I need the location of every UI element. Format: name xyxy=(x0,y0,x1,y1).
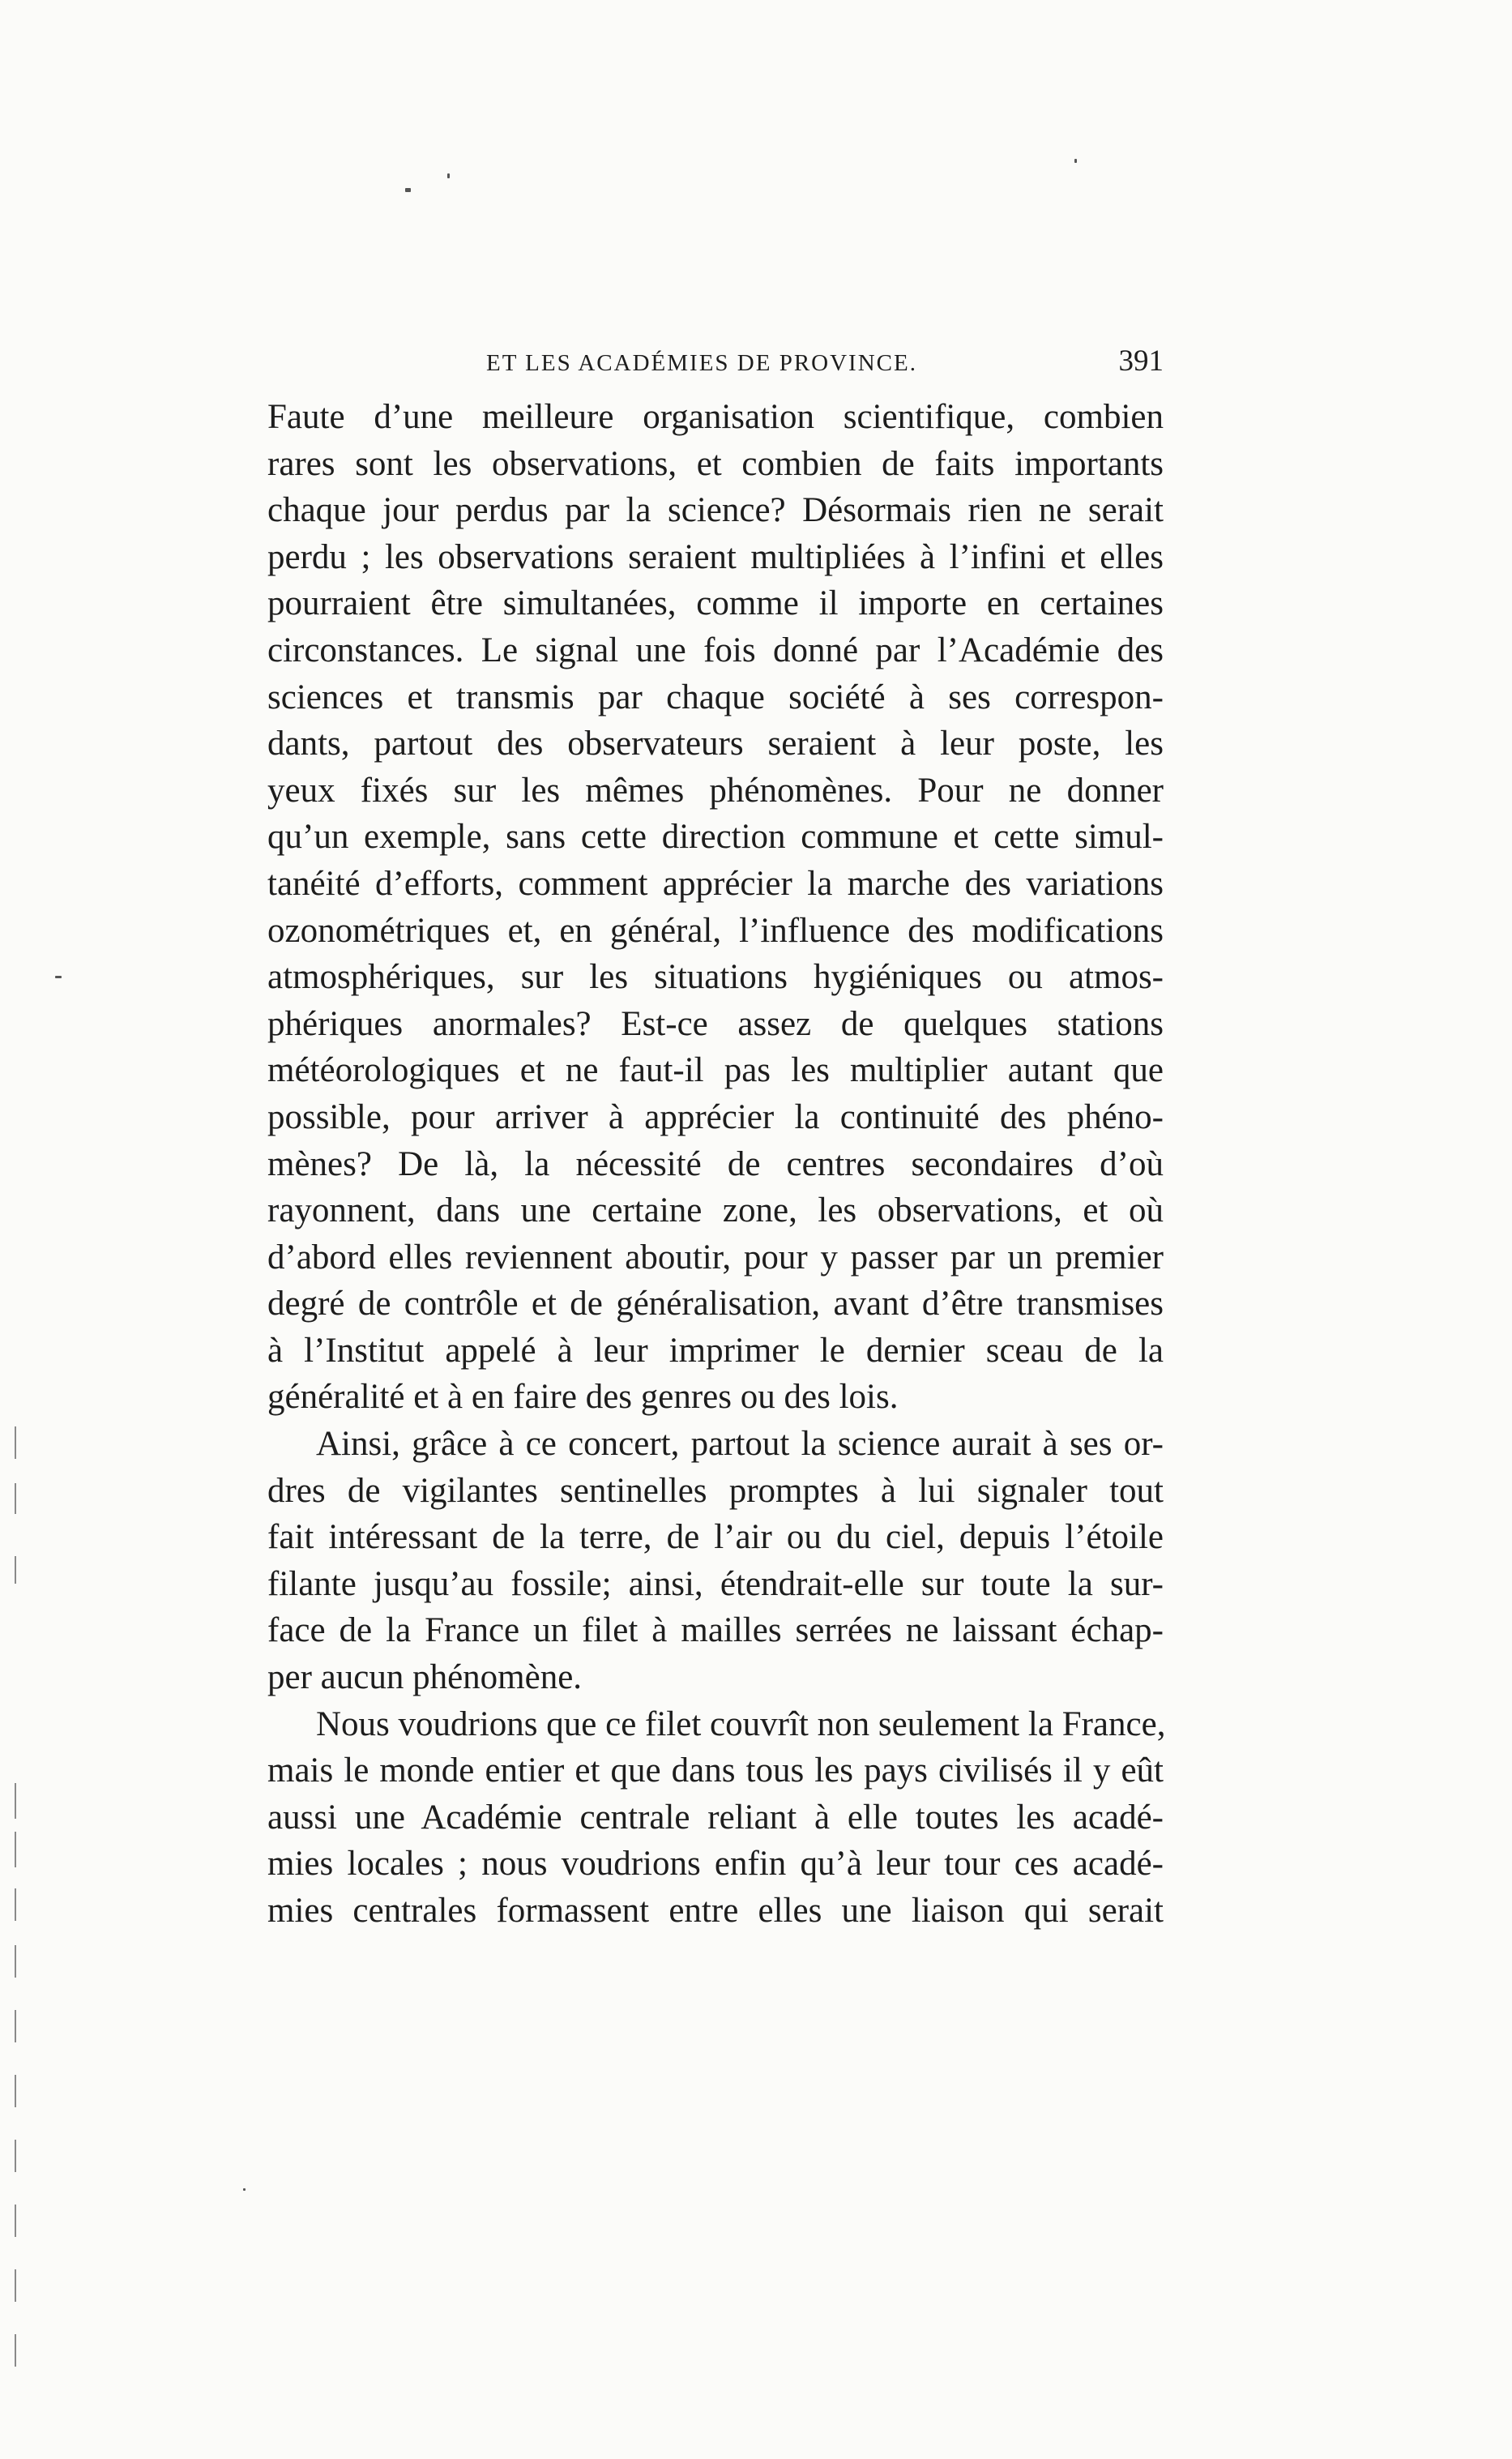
margin-rule xyxy=(15,1783,16,1819)
text-line: sciences et transmis par chaque société à ses correspon- xyxy=(267,678,1164,716)
page-number: 391 xyxy=(1118,344,1164,378)
text-line: per aucun phénomène. xyxy=(267,1658,583,1697)
text-line: atmosphériques, sur les situations hygiéniques ou atmos- xyxy=(267,958,1164,997)
text-line: rayonnent, dans une certaine zone, les observations, et où xyxy=(267,1191,1164,1230)
scan-speck xyxy=(447,173,450,178)
text-line: mènes? De là, la nécessité de centres secondaires d’où xyxy=(267,1144,1164,1183)
running-head xyxy=(267,344,1164,392)
text-line: perdu ; les observations seraient multipliées à l’infini et elles xyxy=(267,537,1164,576)
scan-speck xyxy=(405,188,411,192)
text-line: Nous voudrions que ce filet couvrît non seulement la France, xyxy=(316,1704,1166,1743)
text-line: Ainsi, grâce à ce concert, partout la science aurait à ses or- xyxy=(316,1425,1164,1464)
text-line: qu’un exemple, sans cette direction commune et cette simul- xyxy=(267,818,1164,857)
margin-rule xyxy=(15,2334,16,2367)
margin-rule xyxy=(15,1832,16,1867)
scan-speck xyxy=(1074,159,1077,163)
paragraph xyxy=(267,1701,1164,1935)
text-line: filante jusqu’au fossile; ainsi, étendrait-elle sur toute la sur- xyxy=(267,1564,1164,1603)
text-line: tanéité d’efforts, comment apprécier la marche des variations xyxy=(267,864,1164,903)
text-line: mais le monde entier et que dans tous les pays civilisés il y eût xyxy=(267,1751,1164,1790)
margin-rule xyxy=(15,1483,16,1514)
margin-rule xyxy=(15,1945,16,1978)
paragraph xyxy=(267,394,1164,1421)
text-line: aussi une Académie centrale reliant à elle toutes les acadé- xyxy=(267,1798,1164,1837)
text-line: yeux fixés sur les mêmes phénomènes. Pour ne donner xyxy=(267,771,1164,810)
scan-speck xyxy=(55,976,62,978)
text-line: degré de contrôle et de généralisation, avant d’être transmises xyxy=(267,1285,1164,1324)
margin-rule xyxy=(15,2269,16,2302)
margin-rule xyxy=(15,1888,16,1921)
text-line: fait intéressant de la terre, de l’air ou du ciel, depuis l’étoile xyxy=(267,1518,1164,1557)
margin-rule xyxy=(15,1426,16,1459)
paragraph xyxy=(267,1421,1164,1701)
text-line: ozonométriques et, en général, l’influence des modifications xyxy=(267,911,1164,950)
text-line: météorologiques et ne faut-il pas les multiplier autant que xyxy=(267,1051,1164,1090)
margin-rule xyxy=(15,2075,16,2107)
running-title: ET LES ACADÉMIES DE PROVINCE. xyxy=(486,350,917,376)
text-line: phériques anormales? Est-ce assez de quelques stations xyxy=(267,1004,1164,1043)
text-line: pourraient être simultanées, comme il importe en certaines xyxy=(267,584,1164,623)
text-line: rares sont les observations, et combien de faits importants xyxy=(267,444,1164,483)
text-line: circonstances. Le signal une fois donné par l’Académie des xyxy=(267,631,1164,669)
margin-rule xyxy=(15,1556,16,1584)
margin-rule xyxy=(15,2205,16,2237)
text-line: mies locales ; nous voudrions enfin qu’à leur tour ces acadé- xyxy=(267,1845,1164,1884)
text-line: généralité et à en faire des genres ou des lois. xyxy=(267,1378,899,1417)
text-line: Faute d’une meilleure organisation scientifique, combien xyxy=(267,398,1164,436)
text-line: face de la France un filet à mailles serrées ne laissant échap- xyxy=(267,1611,1164,1650)
text-line: mies centrales formassent entre elles une liaison qui serait xyxy=(267,1892,1164,1930)
margin-rule xyxy=(15,2010,16,2042)
body-text xyxy=(267,394,1164,1935)
text-line: dants, partout des observateurs seraient à leur poste, les xyxy=(267,725,1164,763)
text-line: dres de vigilantes sentinelles promptes à lui signaler tout xyxy=(267,1471,1164,1510)
text-line: d’abord elles reviennent aboutir, pour y passer par un premier xyxy=(267,1238,1164,1277)
text-line: chaque jour perdus par la science? Désormais rien ne serait xyxy=(267,491,1164,530)
text-line: possible, pour arriver à apprécier la continuité des phéno- xyxy=(267,1097,1164,1136)
text-line: à l’Institut appelé à leur imprimer le dernier sceau de la xyxy=(267,1331,1164,1370)
margin-rule xyxy=(15,2140,16,2172)
scan-speck xyxy=(243,2188,246,2191)
